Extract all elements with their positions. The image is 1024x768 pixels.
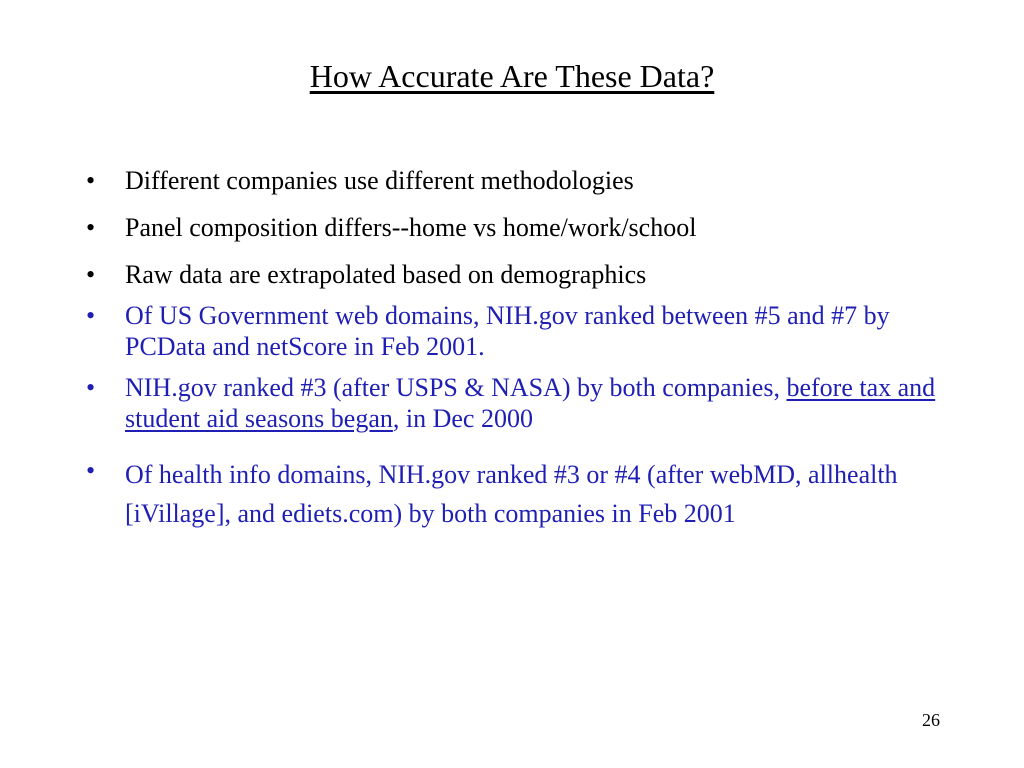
bullet-text-underlined: before tax and student aid seasons began: [125, 373, 936, 433]
bullet-item: [86, 259, 946, 290]
bullet-text-after: , in Dec 2000: [392, 404, 533, 433]
bullet-item: [86, 165, 946, 196]
bullet-marker: •: [86, 456, 96, 485]
bullet-text: [125, 372, 946, 434]
bullet-item: [86, 300, 946, 362]
bullet-marker: •: [86, 373, 96, 402]
bullet-marker: •: [86, 213, 96, 242]
bullet-text: Different companies use different methodologies: [125, 166, 634, 195]
bullet-text: Panel composition differs--home vs home/work/school: [125, 213, 697, 242]
bullet-text: Of health info domains, NIH.gov ranked #3 or #4 (after webMD, allhealth [iVillage], and ediets.com) by both companies in Feb 2001: [125, 460, 898, 528]
bullet-text-before: NIH.gov ranked #3 (after USPS & NASA) by both companies,: [125, 373, 787, 402]
bullet-marker: •: [86, 260, 96, 289]
bullet-list: [86, 165, 946, 533]
bullet-item: [86, 372, 946, 434]
slide-title: How Accurate Are These Data?: [309, 58, 715, 94]
bullet-item: [86, 455, 946, 533]
page-number: 26: [922, 710, 940, 730]
bullet-marker: •: [86, 166, 96, 195]
bullet-marker: •: [86, 301, 96, 330]
bullet-text: Of US Government web domains, NIH.gov ranked between #5 and #7 by PCData and netScore in Feb 2001.: [125, 301, 890, 361]
bullet-text: Raw data are extrapolated based on demographics: [125, 260, 647, 289]
bullet-item: [86, 212, 946, 243]
